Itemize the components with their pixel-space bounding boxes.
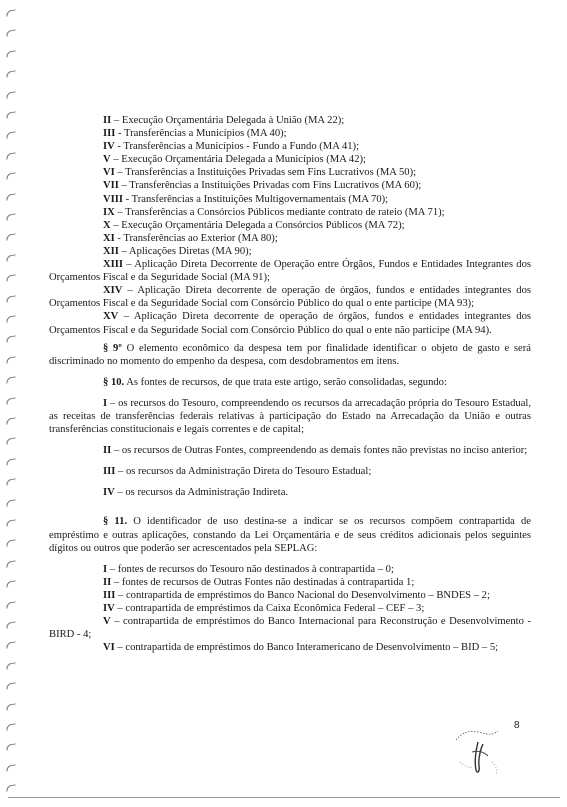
usos-list-item-text: – contrapartida de empréstimos do Banco Nacional do Desenvolvimento – BNDES – 2; <box>115 589 490 601</box>
binder-hole <box>6 540 17 547</box>
binder-hole <box>6 438 17 445</box>
binder-hole <box>6 336 17 343</box>
binder-hole <box>6 458 17 465</box>
binder-hole <box>6 315 17 322</box>
ma-list-item-number: II <box>103 115 112 126</box>
list-ma <box>49 114 531 337</box>
ma-list-item-text: – Aplicação Direta decorrente de operação de órgãos, fundos e entidades integrantes dos Orçamentos Fiscal e da Seguridade Social com Consórcio Público do qual o ente não participe (MA 94). <box>49 311 531 336</box>
ma-list-item <box>49 284 531 310</box>
ma-list-item-number: VII <box>103 180 119 192</box>
ma-list-item <box>49 153 531 166</box>
page-number: 8 <box>514 720 520 731</box>
ma-list-item <box>49 114 531 127</box>
ma-list-item-number: XI <box>103 232 115 244</box>
fontes-list-item-number: III <box>103 466 116 478</box>
paragraph-9-text: O elemento econômico da despesa tem por finalidade identificar o objeto de gasto e será discriminado no momento do empenho da despesa, com desdobramentos em itens. <box>49 342 531 367</box>
binder-hole <box>6 723 17 730</box>
binder-hole <box>6 642 17 649</box>
fontes-list-item <box>49 397 531 436</box>
ma-list-item <box>49 140 531 153</box>
usos-list-item-number: I <box>103 563 108 575</box>
fontes-list-item <box>49 444 531 457</box>
usos-list-item-text: – fontes de recursos de Outras Fontes não destinadas à contrapartida 1; <box>111 576 415 588</box>
binder-margin <box>4 0 18 807</box>
binder-hole <box>6 581 17 588</box>
ma-list-item-text: - Transferências a Instituições Multigovernamentais (MA 70); <box>123 193 389 205</box>
ma-list-item <box>49 206 531 219</box>
ma-list-item <box>49 179 531 192</box>
ma-list-item <box>49 245 531 258</box>
ma-list-item-text: - Transferências a Municípios - Fundo a Fundo (MA 41); <box>114 141 360 153</box>
usos-list-item-number: II <box>103 576 112 588</box>
binder-hole <box>6 50 17 57</box>
ma-list-item-text: – Aplicação Direta Decorrente de Operação entre Órgãos, Fundos e Entidades Integrantes dos Orçamentos Fiscal e da Seguridade Social (MA 91); <box>49 259 531 284</box>
fontes-list-item-text: – os recursos do Tesouro, compreendendo os recursos da arrecadação própria do Tesouro Estadual, as receitas de transferências federais relativas à participação do Estado na Arrecadação da União e outras transferências constitucionais e legais correntes e de capital; <box>49 397 531 436</box>
ma-list-item-text: – Execução Orçamentária Delegada à União (MA 22); <box>111 115 345 126</box>
ma-list-item <box>49 232 531 245</box>
usos-list-item <box>49 589 531 602</box>
ma-list-item-text: – Execução Orçamentária Delegada a Municípios (MA 42); <box>110 154 366 166</box>
usos-list-item <box>49 641 531 654</box>
usos-list-item <box>49 602 531 615</box>
binder-hole <box>6 173 17 180</box>
page-bottom-border <box>8 797 560 798</box>
binder-hole <box>6 621 17 628</box>
binder-hole <box>6 683 17 690</box>
usos-list-item-text: – contrapartida de empréstimos do Banco Interamericano de Desenvolvimento – BID – 5; <box>114 642 499 654</box>
ma-list-item-text: – Transferências a Instituições Privadas sem Fins Lucrativos (MA 50); <box>114 167 417 179</box>
binder-hole <box>6 91 17 98</box>
fontes-list-item-text: – os recursos de Outras Fontes, compreendendo as demais fontes não previstas no inciso anterior; <box>111 445 528 457</box>
binder-hole <box>6 111 17 118</box>
binder-hole <box>6 9 17 16</box>
list-usos <box>49 563 531 655</box>
handwritten-initials <box>448 722 508 778</box>
ma-list-item <box>49 127 531 140</box>
binder-hole <box>6 356 17 363</box>
paragraph-10-head: § 10. <box>103 376 125 388</box>
ma-list-item <box>49 166 531 179</box>
ma-list-item-text: – Transferências a Instituições Privadas com Fins Lucrativos (MA 60); <box>118 180 422 192</box>
binder-hole <box>6 295 17 302</box>
usos-list-item-text: – contrapartida de empréstimos do Banco Internacional para Reconstrução e Desenvolvimento - BIRD - 4; <box>49 616 531 641</box>
ma-list-item-number: III <box>103 128 116 140</box>
binder-hole <box>6 703 17 710</box>
usos-list-item <box>49 563 531 576</box>
usos-list-item <box>49 576 531 589</box>
binder-hole <box>6 764 17 771</box>
usos-list-item <box>49 615 531 641</box>
ma-list-item-text: – Execução Orçamentária Delegada a Consórcios Públicos (MA 72); <box>110 219 405 231</box>
ma-list-item <box>49 310 531 336</box>
usos-list-item-number: V <box>103 616 111 628</box>
usos-list-item-text: – contrapartida de empréstimos da Caixa Econômica Federal – CEF – 3; <box>114 603 425 614</box>
binder-hole <box>6 417 17 424</box>
ma-list-item <box>49 258 531 284</box>
binder-hole <box>6 499 17 506</box>
fontes-list-item-text: – os recursos da Administração Direta do Tesouro Estadual; <box>115 466 372 478</box>
binder-hole <box>6 234 17 241</box>
ma-list-item-number: XII <box>103 245 119 257</box>
ma-list-item-number: IX <box>103 206 115 218</box>
document-body <box>49 114 531 654</box>
ma-list-item-text: – Aplicações Diretas (MA 90); <box>118 245 252 257</box>
fontes-list-item-text: – os recursos da Administração Indireta. <box>114 487 289 499</box>
binder-hole <box>6 193 17 200</box>
binder-hole <box>6 519 17 526</box>
paragraph-11-head: § 11. <box>103 516 128 528</box>
ma-list-item <box>49 219 531 232</box>
binder-hole <box>6 601 17 608</box>
paragraph-10-text: As fontes de recursos, de que trata este artigo, serão consolidadas, segundo: <box>124 376 447 388</box>
ma-list-item-text: - Transferências ao Exterior (MA 80); <box>114 232 278 244</box>
usos-list-item-number: IV <box>103 603 115 614</box>
ma-list-item-number: XIII <box>103 259 124 271</box>
binder-hole <box>6 71 17 78</box>
binder-hole <box>6 132 17 139</box>
fontes-list-item-number: IV <box>103 487 115 499</box>
usos-list-item-number: VI <box>103 642 115 654</box>
ma-list-item-number: IV <box>103 141 115 153</box>
paragraph-11-text: O identificador de uso destina-se a indicar se os recursos compõem contrapartida de empréstimo e outras aplicações, constando da Lei Orçamentária e de seus créditos adicionais pelos seguintes dígitos ou outros que poderão ser acrescentados pela SEPLAG: <box>49 516 531 554</box>
fontes-list-item-number: I <box>103 397 108 409</box>
ma-list-item-number: VIII <box>103 193 124 205</box>
binder-hole <box>6 275 17 282</box>
ma-list-item-number: VI <box>103 167 115 179</box>
ma-list-item-text: - Transferências a Municípios (MA 40); <box>115 128 287 140</box>
paragraph-10 <box>49 376 531 389</box>
paragraph-9 <box>49 342 531 368</box>
paragraph-9-head: § 9º <box>103 342 122 354</box>
binder-hole <box>6 377 17 384</box>
binder-hole <box>6 30 17 37</box>
binder-hole <box>6 662 17 669</box>
binder-hole <box>6 479 17 486</box>
ma-list-item-number: XIV <box>103 285 123 297</box>
ma-list-item-number: X <box>103 219 111 231</box>
binder-hole <box>6 213 17 220</box>
binder-hole <box>6 397 17 404</box>
binder-hole <box>6 254 17 261</box>
fontes-list-item-number: II <box>103 445 112 457</box>
ma-list-item-number: XV <box>103 311 119 323</box>
binder-hole <box>6 152 17 159</box>
ma-list-item <box>49 193 531 206</box>
ma-list-item-text: – Aplicação Direta decorrente de operação de órgãos, fundos e entidades integrantes dos Orçamentos Fiscal e da Seguridade Social com Consórcio Público do qual o ente participe (MA 93); <box>49 285 531 310</box>
ma-list-item-number: V <box>103 154 111 166</box>
ma-list-item-text: – Transferências a Consórcios Públicos mediante contrato de rateio (MA 71); <box>114 206 445 218</box>
list-fontes <box>49 397 531 500</box>
binder-hole <box>6 560 17 567</box>
binder-hole <box>6 785 17 792</box>
binder-hole <box>6 744 17 751</box>
fontes-list-item <box>49 465 531 478</box>
paragraph-11 <box>49 515 531 554</box>
usos-list-item-text: – fontes de recursos do Tesouro não destinados à contrapartida – 0; <box>107 563 394 575</box>
usos-list-item-number: III <box>103 589 116 601</box>
fontes-list-item <box>49 486 531 499</box>
